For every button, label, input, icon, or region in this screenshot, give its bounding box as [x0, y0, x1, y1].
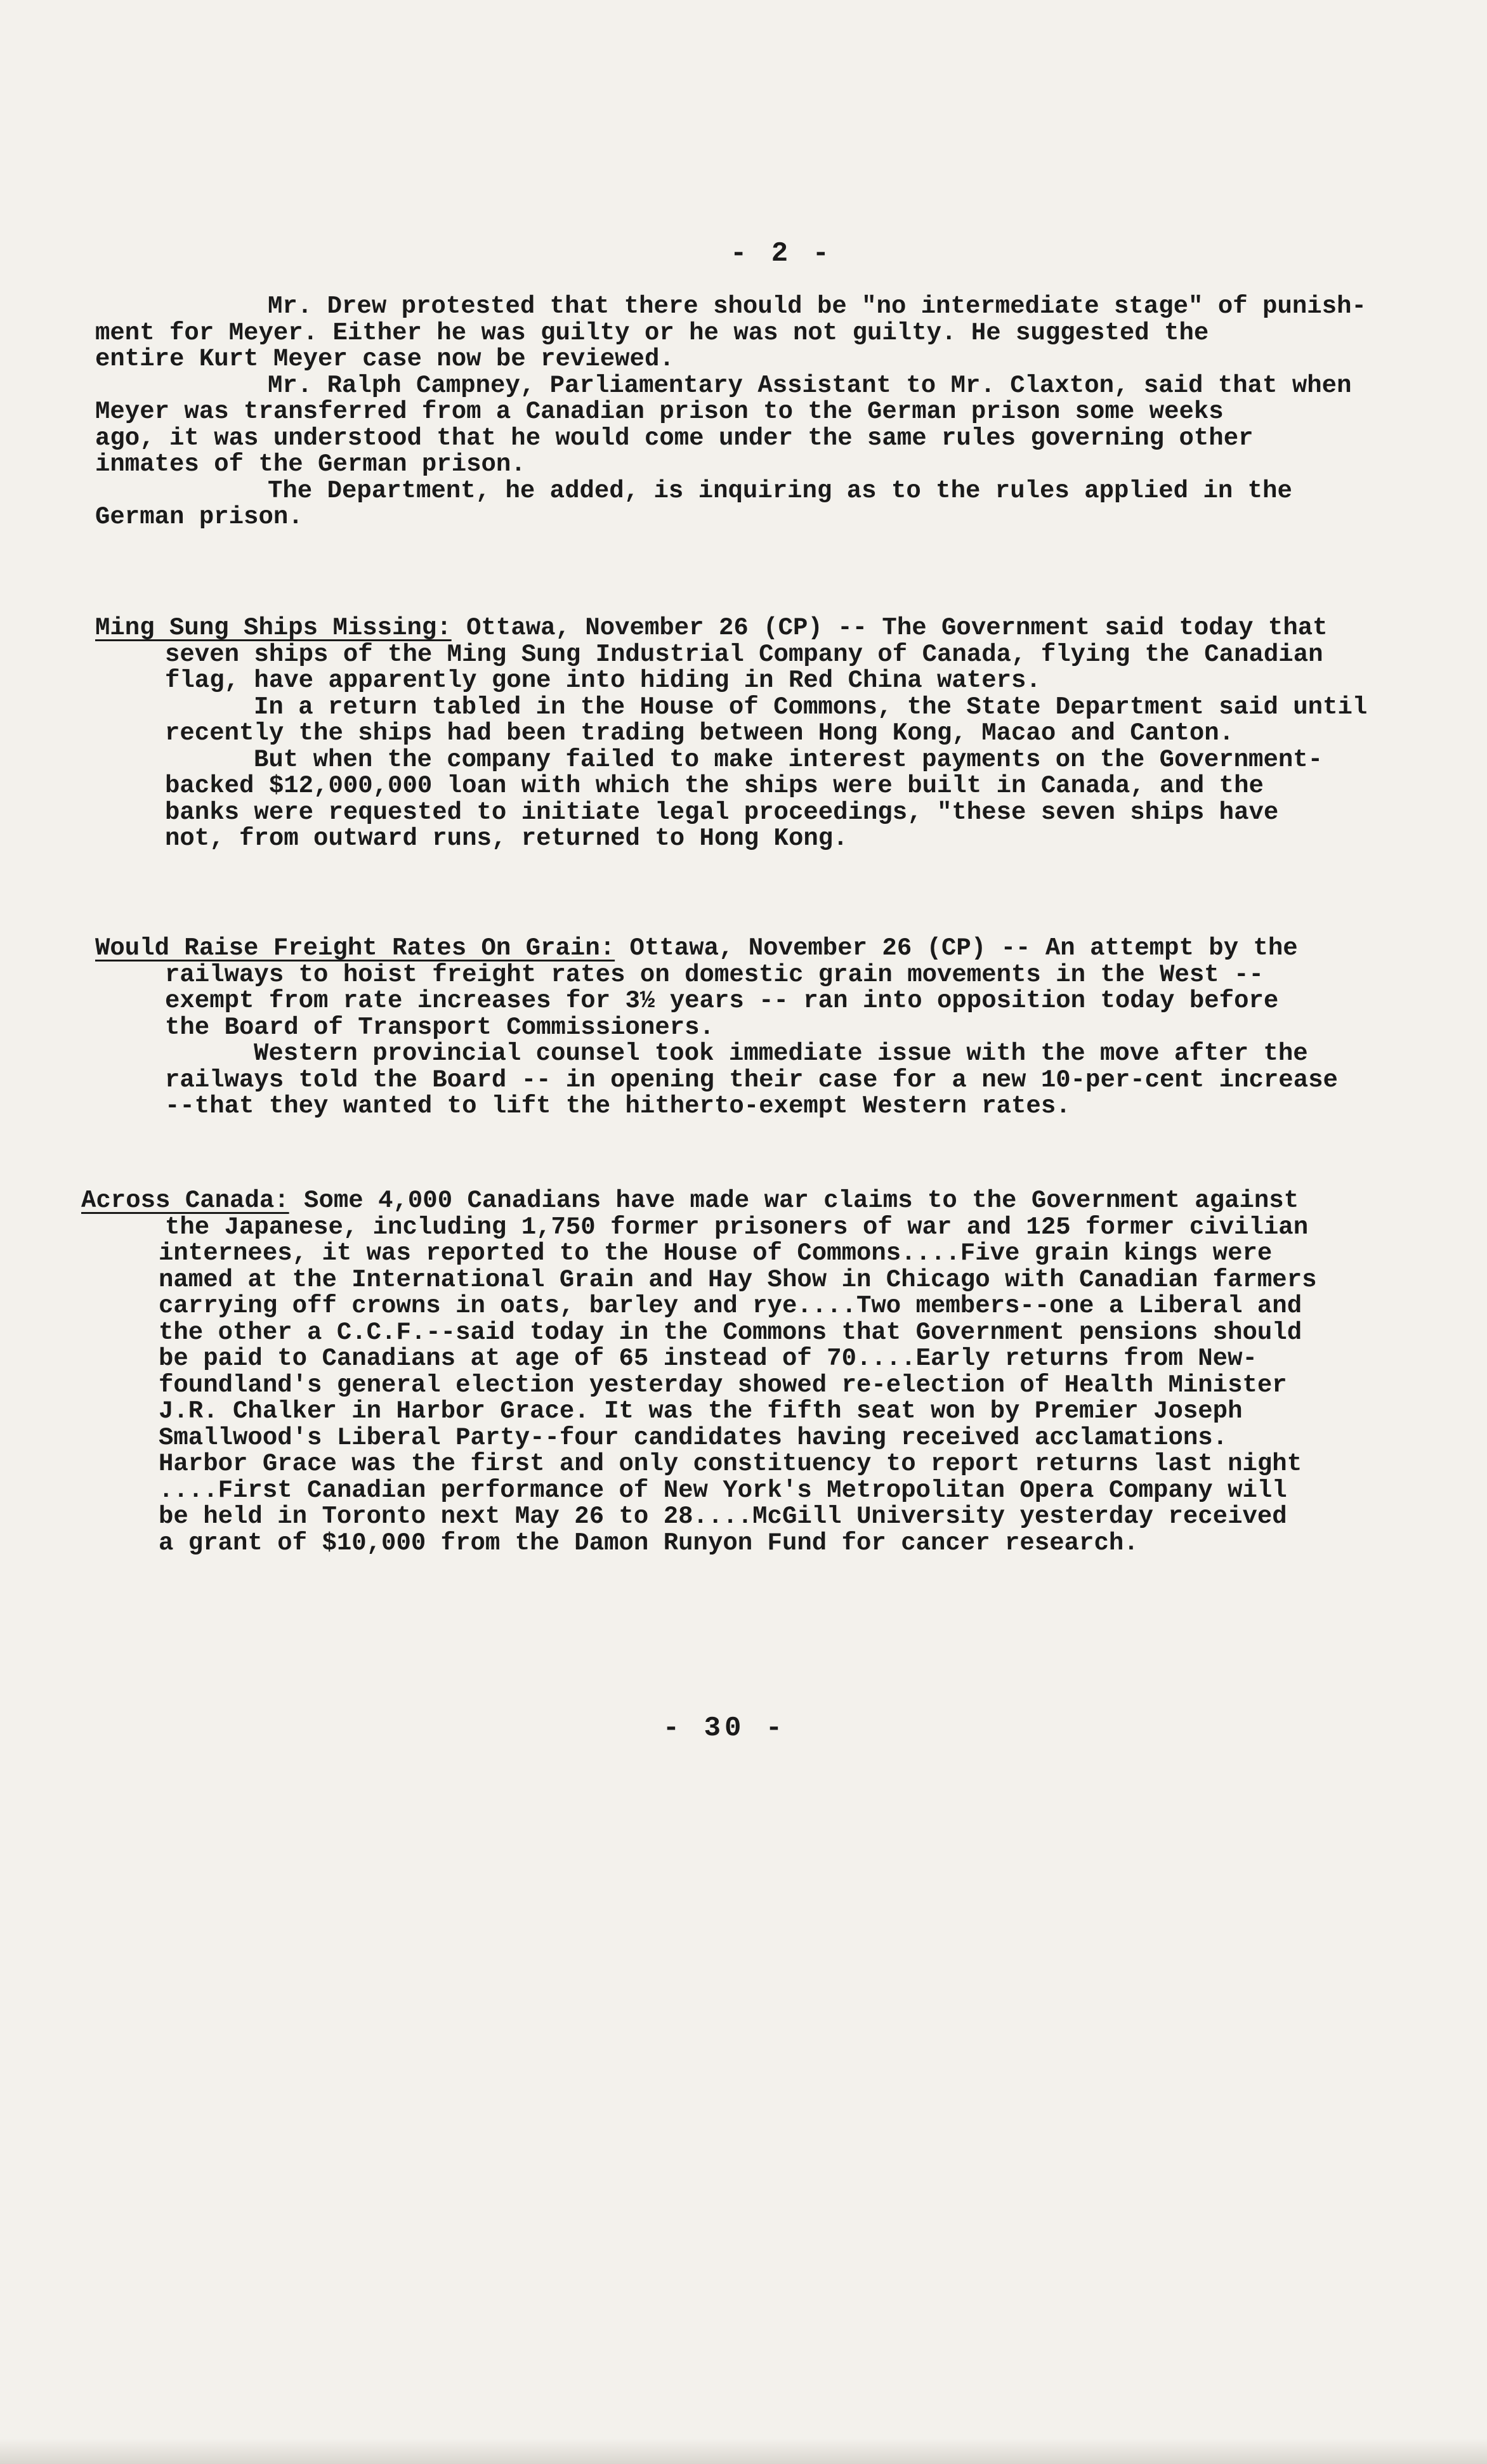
meyer-article — [95, 292, 1487, 531]
ming-sung-article — [95, 615, 1446, 852]
text-line: the Japanese, including 1,750 former prisoners of war and 125 former civilian — [165, 1213, 1309, 1241]
text-line: seven ships of the Ming Sung Industrial Company of Canada, flying the Canadian — [165, 640, 1323, 668]
text-line: Harbor Grace was the first and only constituency to report returns last night — [159, 1450, 1302, 1478]
text-line: In a return tabled in the House of Commons, the State Department said until — [254, 693, 1368, 721]
text-line: flag, have apparently gone into hiding in Red China waters. — [165, 667, 1041, 694]
across-canada-article — [81, 1188, 1432, 1556]
text-line: ....First Canadian performance of New York's Metropolitan Opera Company will — [159, 1476, 1287, 1504]
article-heading: Across Canada: — [81, 1187, 289, 1215]
text-line: internees, it was reported to the House of Commons....Five grain kings were — [159, 1239, 1273, 1267]
text-line: inmates of the German prison. — [95, 450, 526, 478]
page-number-bottom: - 30 - — [662, 1712, 787, 1744]
text-line: banks were requested to initiate legal proceedings, "these seven ships have — [165, 798, 1279, 826]
text-line: But when the company failed to make interest payments on the Government- — [254, 745, 1323, 774]
freight-rates-article — [95, 935, 1446, 1120]
text-line: carrying off crowns in oats, barley and rye....Two members--one a Liberal and — [159, 1292, 1302, 1320]
page-number-top: - 2 - — [730, 238, 834, 270]
text-line: J.R. Chalker in Harbor Grace. It was the fifth seat won by Premier Joseph — [159, 1397, 1243, 1425]
text-line: foundland's general election yesterday showed re-election of Health Minister — [159, 1371, 1287, 1399]
page-bottom-edge — [0, 2439, 1487, 2464]
text-line: the other a C.C.F.--said today in the Commons that Government pensions should — [159, 1318, 1302, 1346]
text-line: The Department, he added, is inquiring as to the rules applied in the — [268, 476, 1292, 505]
text-line: --that they wanted to lift the hitherto-exempt Western rates. — [165, 1092, 1071, 1120]
text-line: named at the International Grain and Hay Show in Chicago with Canadian farmers — [159, 1265, 1317, 1294]
article-heading: Would Raise Freight Rates On Grain: — [95, 934, 615, 962]
text-line: ment for Meyer. Either he was guilty or he was not guilty. He suggested the — [95, 318, 1209, 347]
text-line: railways to hoist freight rates on domestic grain movements in the West -- — [165, 960, 1264, 989]
text-line: Western provincial counsel took immediate issue with the move after the — [254, 1040, 1308, 1067]
text-line: railways told the Board -- in opening their case for a new 10-per-cent increase — [165, 1066, 1338, 1094]
article-heading: Ming Sung Ships Missing: — [95, 614, 452, 642]
text-line: backed $12,000,000 loan with which the ships were built in Canada, and the — [165, 772, 1264, 800]
text-line: exempt from rate increases for 3½ years -- ran into opposition today before — [165, 987, 1279, 1015]
text-line: German prison. — [95, 503, 303, 531]
text-line: not, from outward runs, returned to Hong Kong. — [165, 825, 848, 852]
text-line: Meyer was transferred from a Canadian prison to the German prison some weeks — [95, 398, 1224, 426]
text-line: Mr. Drew protested that there should be "no intermediate stage" of punish- — [268, 292, 1366, 320]
text-line: entire Kurt Meyer case now be reviewed. — [95, 345, 674, 373]
text-line: recently the ships had been trading between Hong Kong, Macao and Canton. — [165, 719, 1235, 747]
text-line: a grant of $10,000 from the Damon Runyon Fund for cancer research. — [159, 1529, 1139, 1557]
text-line: be paid to Canadians at age of 65 instead of 70....Early returns from New- — [159, 1345, 1257, 1372]
text-line: be held in Toronto next May 26 to 28....McGill University yesterday received — [159, 1503, 1287, 1530]
text-line: Smallwood's Liberal Party--four candidates having received acclamations. — [159, 1423, 1228, 1452]
text-line: Some 4,000 Canadians have made war claims to the Government against — [289, 1187, 1299, 1215]
text-line: Mr. Ralph Campney, Parliamentary Assistant to Mr. Claxton, said that when — [268, 371, 1352, 400]
text-line: Ottawa, November 26 (CP) -- An attempt by the — [615, 934, 1298, 962]
text-line: ago, it was understood that he would come under the same rules governing other — [95, 424, 1254, 452]
text-line: Ottawa, November 26 (CP) -- The Government said today that — [451, 614, 1328, 642]
text-line: the Board of Transport Commissioners. — [165, 1013, 714, 1041]
